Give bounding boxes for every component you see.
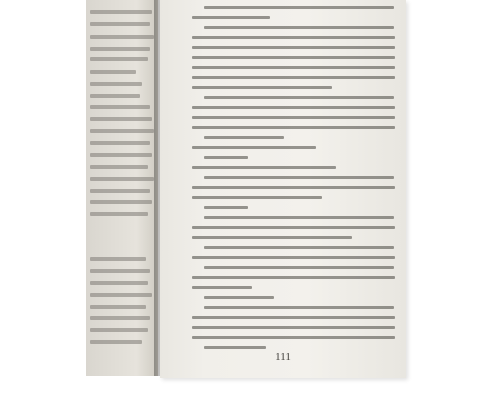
text-line <box>204 156 248 159</box>
text-line <box>192 126 395 129</box>
book-page <box>160 0 406 378</box>
facing-page-text-line <box>90 105 150 109</box>
text-line <box>192 106 395 109</box>
text-line <box>192 336 395 339</box>
facing-page-text-line <box>90 141 150 145</box>
text-line <box>192 166 336 169</box>
facing-page-text-line <box>90 293 152 297</box>
text-line <box>192 236 352 239</box>
facing-page-text-line <box>90 22 150 26</box>
text-line <box>192 276 395 279</box>
text-line <box>192 16 270 19</box>
facing-page-text-line <box>90 316 150 320</box>
facing-page-text-line <box>90 340 142 344</box>
facing-page-text-line <box>90 94 140 98</box>
text-line <box>192 116 395 119</box>
text-line <box>204 296 274 299</box>
text-line <box>192 286 252 289</box>
text-line <box>204 136 284 139</box>
facing-page-text-line <box>90 212 148 216</box>
text-line <box>192 86 332 89</box>
text-line <box>204 206 248 209</box>
text-line <box>192 316 395 319</box>
facing-page-text-line <box>90 189 150 193</box>
facing-page-text-line <box>90 153 152 157</box>
text-line <box>192 36 395 39</box>
text-line <box>192 66 395 69</box>
text-line <box>204 96 394 99</box>
facing-page-text-line <box>90 82 142 86</box>
facing-page-text-line <box>90 328 148 332</box>
facing-page-text-line <box>90 47 150 51</box>
text-line <box>204 346 266 349</box>
text-line <box>192 56 395 59</box>
text-line <box>192 146 316 149</box>
text-line <box>192 256 395 259</box>
page-number: 111 <box>275 351 291 363</box>
text-line <box>204 306 394 309</box>
facing-page <box>86 0 158 376</box>
facing-page-text-line <box>90 117 152 121</box>
text-line <box>204 6 394 9</box>
facing-page-text-line <box>90 165 148 169</box>
text-line <box>192 196 322 199</box>
facing-page-text-line <box>90 281 148 285</box>
text-line <box>192 46 395 49</box>
text-line <box>204 266 394 269</box>
page-body-text <box>190 6 398 344</box>
text-line <box>204 246 394 249</box>
facing-page-text-line <box>90 10 152 14</box>
text-line <box>204 26 394 29</box>
facing-page-text-line <box>90 177 154 181</box>
text-line <box>192 186 395 189</box>
facing-page-text-line <box>90 70 136 74</box>
facing-page-text-line <box>90 57 148 61</box>
facing-page-text-line <box>90 200 152 204</box>
facing-page-text-line <box>90 35 154 39</box>
text-line <box>204 176 394 179</box>
text-line <box>192 326 395 329</box>
facing-page-text-line <box>90 269 150 273</box>
text-line <box>192 226 395 229</box>
text-line <box>204 216 394 219</box>
facing-page-text-line <box>90 129 154 133</box>
facing-page-text-line <box>90 257 146 261</box>
text-line <box>192 76 395 79</box>
facing-page-text-line <box>90 305 146 309</box>
